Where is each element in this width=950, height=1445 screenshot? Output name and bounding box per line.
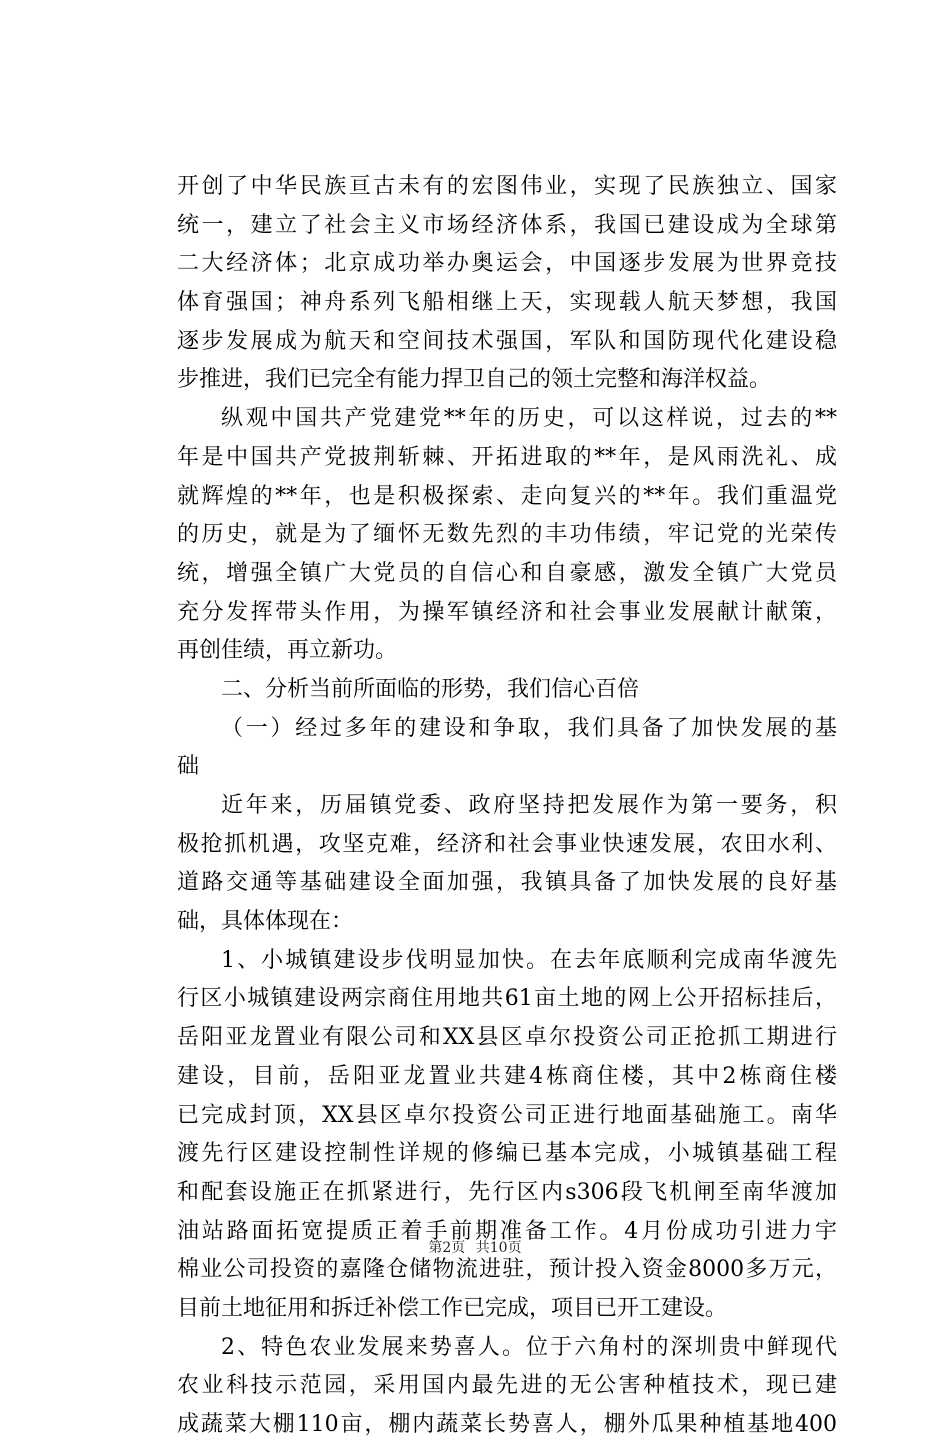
text-line: 步推进，我们已完全有能力捍卫自己的领土完整和海洋权益。 <box>177 367 772 393</box>
text-line: 再创佳绩，再立新功。 <box>177 638 398 664</box>
text-line: 二大经济体；北京成功举办奥运会，中国逐步发展为世界竞技 <box>177 251 837 277</box>
text-line: 已完成封顶，XX县区卓尔投资公司正进行地面基础施工。南华 <box>177 1102 837 1128</box>
text-line: 和配套设施正在抓紧进行，先行区内s306段飞机闸至南华渡加 <box>177 1179 837 1205</box>
text-line: 就辉煌的**年，也是积极探索、走向复兴的**年。我们重温党 <box>177 483 837 509</box>
text-line: 础，具体体现在： <box>177 909 354 935</box>
page-total: 共10页 <box>475 1240 522 1256</box>
text-line: 岳阳亚龙置业有限公司和XX县区卓尔投资公司正抢抓工期进行 <box>177 1025 837 1051</box>
section-heading: 二、分析当前所面临的形势，我们信心百倍 <box>221 676 640 702</box>
text-line: 建设，目前，岳阳亚龙置业共建4栋商住楼，其中2栋商住楼 <box>177 1063 837 1089</box>
text-line: 开创了中华民族亘古未有的宏图伟业，实现了民族独立、国家 <box>177 174 837 199</box>
subsection-heading-end: 础 <box>177 754 200 780</box>
text-line: 近年来，历届镇党委、政府坚持把发展作为第一要务，积 <box>221 793 837 818</box>
text-line: 目前土地征用和拆迁补偿工作已完成，项目已开工建设。 <box>177 1295 728 1321</box>
subsection-heading: （一）经过多年的建设和争取，我们具备了加快发展的基 <box>221 715 837 741</box>
text-line: 行区小城镇建设两宗商住用地共61亩土地的网上公开招标挂后， <box>177 986 837 1012</box>
text-line: 纵观中国共产党建党**年的历史，可以这样说，过去的** <box>221 406 837 432</box>
page-footer <box>0 1238 950 1258</box>
text-line: 统一，建立了社会主义市场经济体系，我国已建设成为全球第 <box>177 212 837 238</box>
text-line: 逐步发展成为航天和空间技术强国，军队和国防现代化建设稳 <box>177 328 837 354</box>
text-line: 油站路面拓宽提质正着手前期准备工作。4月份成功引进力宇 <box>177 1218 837 1244</box>
text-line: 成蔬菜大棚110亩，棚内蔬菜长势喜人，棚外瓜果种植基地400 <box>177 1412 837 1437</box>
text-line: 渡先行区建设控制性详规的修编已基本完成，小城镇基础工程 <box>177 1141 837 1167</box>
text-line: 充分发挥带头作用，为操军镇经济和社会事业发展献计献策， <box>177 599 837 625</box>
text-line: 1、小城镇建设步伐明显加快。在去年底顺利完成南华渡先 <box>221 947 837 973</box>
text-line: 道路交通等基础建设全面加强，我镇具备了加快发展的良好基 <box>177 870 837 896</box>
text-line: 棉业公司投资的嘉隆仓储物流进驻，预计投入资金8000多万元， <box>177 1257 837 1283</box>
text-line: 2、特色农业发展来势喜人。位于六角村的深圳贵中鲜现代 <box>221 1334 837 1360</box>
text-line: 体育强国；神舟系列飞船相继上天，实现载人航天梦想，我国 <box>177 290 837 316</box>
text-line: 的历史，就是为了缅怀无数先烈的丰功伟绩，牢记党的光荣传 <box>177 522 837 548</box>
text-line: 年是中国共产党披荆斩棘、开拓进取的**年，是风雨洗礼、成 <box>177 444 837 470</box>
text-line: 统，增强全镇广大党员的自信心和自豪感，激发全镇广大党员 <box>177 560 837 586</box>
text-line: 极抢抓机遇，攻坚克难，经济和社会事业快速发展，农田水利、 <box>177 831 837 857</box>
text-line: 农业科技示范园，采用国内最先进的无公害种植技术，现已建 <box>177 1373 837 1399</box>
page-number: 第2页 <box>428 1240 466 1256</box>
